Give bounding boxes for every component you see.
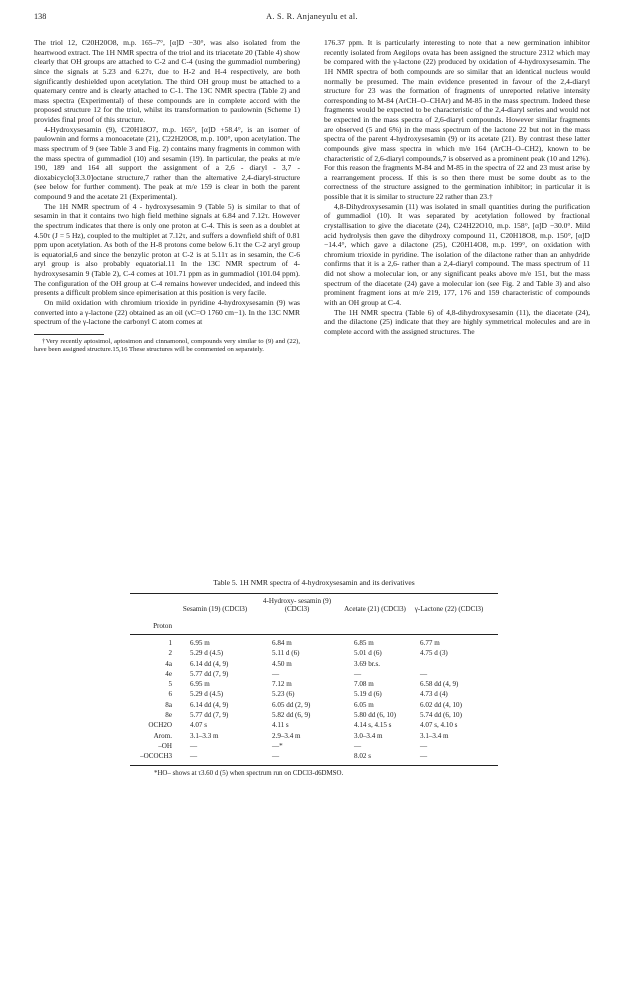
left-paragraph: The triol 12, C20H20O8, m.p. 165–7°, [α]D −30°, was also isolated from the heartwood extract. The 1H NMR spectra of the triol and its triacetate 20 (Table 4) show clearly that OH groups are attached to C-2 and C-4 (using the gummadiol numbering) since the signals at 5.23 and 6.27τ, due to H-2 and H-4 respectively, are both significantly deshielded upon acetylation. The third OH group must be attached to a quaternary centre and is clearly attached to C-1. The 13C NMR spectra (Table 2) and mass spectra (Experimental) of these compounds are in complete accord with the proposed structure 12 for the triol, whilst its transformation to paulownin (Scheme 1) provides final proof of this structure.: [34, 38, 300, 124]
table-cell: 6.84 m: [272, 639, 292, 647]
right-paragraph: 4,8-Dihydroxysesamin (11) was isolated in small quantities during the purification of gummadiol (10). It was separated by acetylation followed by fractional crystallisation to give the diacetate (24), C24H22O10, m.p. 158°, [α]D −30.0°. Mild acid hydrolysis then gave the dihydroxy compound 11, C20H18O8, m.p. 150°, [α]D −14.4°, which gave a dilactone (25), C20H14O8, m.p. 199°, on oxidation with chromium trioxide in pyridine. The isolation of the dilactone rather than an anhydride confirms that it is a 2,6- rather than a 2,4-diaryl compound. The mass spectrum of 11 did not show a molecular ion, or any significant peaks above m/e 151, but the mass spectrum of the diacetate (24) gave a molecular ion (see Fig. 2 and Table 3) and also prominent fragment ions at m/e 219, 177, 176 and 159 characteristic of compounds with an OH group at C-4.: [324, 201, 590, 307]
table-cell: 6.77 m: [420, 639, 440, 647]
table-cell: 3.1–3.4 m: [420, 731, 449, 740]
table-cell: 4.50 m: [272, 659, 292, 668]
table-row-proton: 8e: [165, 711, 172, 720]
header-acetate: Acetate (21) (CDCl3): [344, 605, 406, 613]
table-cell: 3.69 br.s.: [354, 659, 381, 668]
table-cell: 5.01 d (6): [354, 649, 382, 658]
table-cell: —: [354, 669, 362, 678]
right-paragraph: The 1H NMR spectra (Table 6) of 4,8-dihydroxysesamin (11), the diacetate (24), and the dilactone (25) indicate that they are highly symmetrical molecules and are in complete accord with the assigned structures. The: [324, 307, 590, 336]
table-row-proton: 6: [168, 690, 172, 699]
table-cell: 6.14 dd (4, 9): [190, 700, 229, 709]
table-header-row: [130, 594, 498, 634]
table-cell: 6.95 m: [190, 680, 210, 689]
table-cell: —: [190, 752, 198, 761]
table-cell: 5.77 dd (7, 9): [190, 669, 229, 678]
table-row: [130, 700, 498, 710]
table-cell: 5.29 d (4.5): [190, 690, 224, 699]
table-cell: 4.07 s: [190, 721, 207, 730]
table-row-proton: 4a: [165, 659, 172, 668]
header-sesamin: Sesamin (19) (CDCl3): [182, 605, 248, 613]
table-cell: 2.9–3.4 m: [272, 731, 301, 740]
table-cell: 3.0–3.4 m: [354, 731, 383, 740]
table-cell: 5.77 dd (7, 9): [190, 711, 229, 720]
table-cell: 5.19 d (6): [354, 690, 382, 699]
table-cell: 5.80 dd (6, 10): [354, 711, 396, 720]
page-header: [34, 12, 590, 24]
table-cell: —*: [272, 741, 283, 750]
footnote-rule: [34, 334, 104, 335]
table-row-proton: 4e: [165, 669, 172, 678]
table-row-proton: 8a: [165, 700, 172, 709]
table-bottom-rule: [130, 765, 498, 766]
table-row: [130, 741, 498, 751]
table-row-proton: 2: [168, 649, 172, 658]
table-cell: —: [272, 669, 280, 678]
table-row: [130, 710, 498, 720]
left-paragraph: 4-Hydroxysesamin (9), C20H18O7, m.p. 165°, [α]D +58.4°, is an isomer of paulownin and forms a monoacetate (21), C22H20O8, m.p. 100°, upon acetylation. The mass spectrum of 9 (see Table 3 and Fig. 2) contains many fragments in common with the mass spectra of gummadiol (10) and sesamin (19). In particular, the peaks at m/e 190, 189 and 164 all support the assignment of a 2,6 - diaryl - 3,7 - dioxabicyclo[3.3.0]octane structure,7 rather than the alternative 2,4-diaryl-structure (see below for further comment). The peak at m/e 159 is clear in both the parent compound 9 and the acetate 21 (Experimental).: [34, 124, 300, 201]
table-cell: 5.74 dd (6, 10): [420, 711, 462, 720]
header-proton: Proton: [153, 622, 172, 630]
table-cell: —: [420, 741, 428, 750]
table-cell: —: [190, 741, 198, 750]
table-cell: 4.14 s, 4.15 s: [354, 721, 392, 730]
table-row: [130, 679, 498, 689]
page-number: 138: [34, 12, 47, 21]
table-row-proton: –OH: [158, 741, 172, 750]
table-row-proton: Arom.: [153, 731, 172, 740]
table-cell: 6.14 dd (4, 9): [190, 659, 229, 668]
table-cell: 6.58 dd (4, 9): [420, 680, 459, 689]
left-paragraph: The 1H NMR spectrum of 4 - hydroxysesamin 9 (Table 5) is similar to that of sesamin in that it contains two high field methine signals at 6.84 and 7.12τ. However the spectrum indicates that there is only one proton at C-4. This is seen as a doublet at 4.50τ (J = 5 Hz), coupled to the multiplet at 7.12τ, and suffers a downfield shift of 0.81 ppm upon acetylation. As both of the H-8 protons come below 6.1τ the C-2 aryl group is equatorial,6 and since the benzylic proton at C-2 is at 5.11τ as in sesamin, the C-6 aryl group is also probably equatorial.11 In the 13C NMR spectrum of 4-hydroxysesamin 9 (Table 2), C-4 comes at 101.71 ppm as in gummadiol (101.04 ppm). The configuration of the OH group at C-4 remains however undecided, and indeed this presents a difficult problem since epimerisation at this position is very facile.: [34, 201, 300, 298]
table-footnote: *HO– shows at τ3.60 d (5) when spectrum run on CDCl3-d6DMSO.: [154, 769, 344, 777]
table-cell: 3.1–3.3 m: [190, 731, 219, 740]
table-cell: —: [272, 752, 280, 761]
table-cell: 4.75 d (3): [420, 649, 448, 658]
table-row: [130, 751, 498, 761]
header-hydroxysesamin: 4-Hydroxy- sesamin (9) (CDCl3): [262, 597, 332, 614]
table-cell: 5.11 d (6): [272, 649, 300, 658]
table-row-proton: 5: [168, 680, 172, 689]
table-row-proton: OCH2O: [148, 721, 172, 730]
table-row: [130, 659, 498, 669]
table-cell: 7.08 m: [354, 680, 374, 689]
left-column: [34, 38, 300, 355]
table-cell: 5.29 d (4.5): [190, 649, 224, 658]
footnote-text: †Very recently aptosimol, aptosimon and cinnamonol, compounds very similar to (9) and (22), have been assigned structure.15,16 These structures will be commented on separately.: [34, 337, 300, 354]
table-row: [130, 689, 498, 699]
table-cell: 5.82 dd (6, 9): [272, 711, 311, 720]
table-body: [130, 638, 498, 762]
nmr-table: [130, 578, 498, 777]
table-cell: 6.05 dd (2, 9): [272, 700, 311, 709]
table-cell: —: [354, 741, 362, 750]
right-column: [324, 38, 590, 336]
table-cell: 4.11 s: [272, 721, 289, 730]
table-cell: 6.95 m: [190, 639, 210, 647]
table-cell: 5.23 (6): [272, 690, 295, 699]
table-cell: —: [420, 669, 428, 678]
table-cell: 7.12 m: [272, 680, 292, 689]
running-head: A. S. R. Anjaneyulu et al.: [266, 12, 358, 21]
table-cell: 8.02 s: [354, 752, 371, 761]
table-row: [130, 720, 498, 730]
table-header-rule: [130, 634, 498, 635]
table-cell: 6.85 m: [354, 639, 374, 647]
table-row-proton: –OCOCH3: [140, 752, 172, 761]
table-row: [130, 669, 498, 679]
table-row-proton: 1: [168, 639, 172, 647]
left-paragraph: On mild oxidation with chromium trioxide in pyridine 4-hydroxysesamin (9) was converted into a γ-lactone (22) obtained as an oil (νC=O 1760 cm−1). In the 13C NMR spectrum of the γ-lactone the carbonyl C atom comes at: [34, 297, 300, 327]
table-cell: 4.73 d (4): [420, 690, 448, 699]
table-caption: Table 5. 1H NMR spectra of 4-hydroxysesamin and its derivatives: [213, 578, 415, 587]
right-paragraph: 176.37 ppm. It is particularly interesting to note that a new germination inhibitor recently isolated from Aegilops ovata has been assigned the structure 2312 which may be compared with the γ-lactone (22) produced by oxidation of 4-hydroxysesamin. The 1H NMR spectra of both compounds are so similar that an identical nucleus would normally be presumed. The main evidence presented in favour of the 2,4-diaryl structure for 23 was the formation of fragments of unreported relative intensity corresponding to M-84 (ArCH–O–CHAr) and M-85 in the mass spectrum. Indeed these fragments would be expected to be characteristic of the 2,4-diaryl series and would not be expected in the mass spectra of 2,6-diaryl compounds. However similar fragments are observed (5 and 6%) in the mass spectrum of the lactone 22 but not in the mass spectra of the parent 4-hydroxysesamin (9) or its acetate (21). By contrast these latter compounds give mass spectra in which m/e 164 (ArCH–O–CH2), known to be characteristic of 2,6-diaryl compounds,7 is observed as a prominent peak (10 and 12%). For this reason the fragments M-84 and M-85 in the spectra of 22 and 23 must arise by a rearrangement process. If this is so then there must be some doubt as to the correctness of the structure assigned to the germination inhibitor; in particular it is possible that it is similar to structure 22 rather than 23.†: [324, 38, 590, 201]
table-row: [130, 731, 498, 741]
table-cell: 6.02 dd (4, 10): [420, 700, 462, 709]
table-row: [130, 648, 498, 658]
table-cell: 6.05 m: [354, 700, 374, 709]
table-cell: 4.07 s, 4.10 s: [420, 721, 458, 730]
table-cell: —: [420, 752, 428, 761]
table-row: [130, 638, 498, 648]
header-lactone: γ-Lactone (22) (CDCl3): [414, 605, 484, 613]
